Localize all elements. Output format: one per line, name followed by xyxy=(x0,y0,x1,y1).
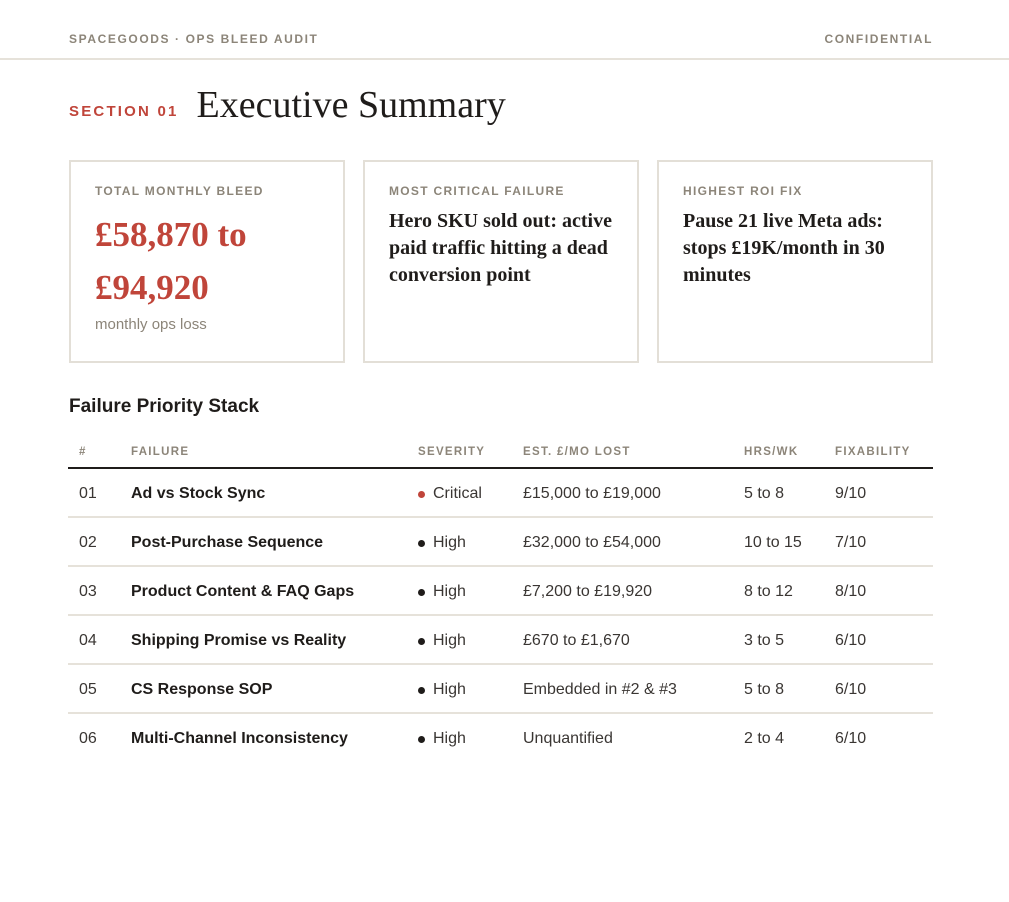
col-header-hrs: HRS/WK xyxy=(744,446,799,458)
table-row xyxy=(68,665,933,714)
row-number: 06 xyxy=(79,730,97,747)
row-severity xyxy=(418,681,466,699)
card-body: Pause 21 live Meta ads: stops £19K/month in 30 minutes xyxy=(683,210,885,286)
section-heading xyxy=(69,80,506,130)
card-critical-failure xyxy=(363,160,639,363)
severity-label: High xyxy=(433,681,466,698)
severity-label: High xyxy=(433,583,466,600)
summary-cards xyxy=(69,160,934,363)
severity-dot-icon xyxy=(418,589,425,596)
severity-dot-icon xyxy=(418,491,425,498)
row-severity xyxy=(418,534,466,552)
severity-label: High xyxy=(433,534,466,551)
row-fixability: 6/10 xyxy=(835,632,867,649)
row-number: 01 xyxy=(79,485,97,502)
row-failure: Shipping Promise vs Reality xyxy=(131,632,347,649)
table-row xyxy=(68,616,933,665)
row-failure: Ad vs Stock Sync xyxy=(131,485,266,502)
card-highest-roi xyxy=(657,160,933,363)
row-failure: CS Response SOP xyxy=(131,681,273,698)
severity-label: High xyxy=(433,730,466,747)
row-failure: Multi-Channel Inconsistency xyxy=(131,730,348,747)
col-header-lost: EST. £/MO LOST xyxy=(523,446,631,458)
bleed-value-line-1: £58,870 to xyxy=(95,215,247,254)
row-hrs: 5 to 8 xyxy=(744,681,785,698)
brand-title: SPACEGOODS · OPS BLEED AUDIT xyxy=(69,32,319,46)
failure-table xyxy=(68,436,933,763)
row-fixability: 7/10 xyxy=(835,534,867,551)
row-number: 02 xyxy=(79,534,97,551)
row-number: 04 xyxy=(79,632,97,649)
row-severity xyxy=(418,632,466,650)
section-label: SECTION 01 xyxy=(69,102,179,120)
row-hrs: 3 to 5 xyxy=(744,632,785,649)
col-header-failure: FAILURE xyxy=(131,446,190,458)
table-row xyxy=(68,518,933,567)
card-label: HIGHEST ROI FIX xyxy=(683,184,803,198)
card-total-bleed xyxy=(69,160,345,363)
row-lost: Embedded in #2 & #3 xyxy=(523,681,677,698)
severity-dot-icon xyxy=(418,687,425,694)
row-fixability: 6/10 xyxy=(835,730,867,747)
row-number: 05 xyxy=(79,681,97,698)
row-fixability: 9/10 xyxy=(835,485,867,502)
row-lost: £7,200 to £19,920 xyxy=(523,583,653,600)
row-fixability: 6/10 xyxy=(835,681,867,698)
row-failure: Post-Purchase Sequence xyxy=(131,534,324,551)
confidential-label: CONFIDENTIAL xyxy=(824,32,933,46)
row-hrs: 8 to 12 xyxy=(744,583,793,600)
severity-label: High xyxy=(433,632,466,649)
row-severity xyxy=(418,583,466,601)
stack-title: Failure Priority Stack xyxy=(69,396,260,417)
col-header-fixability: FIXABILITY xyxy=(835,446,911,458)
row-lost: £670 to £1,670 xyxy=(523,632,630,649)
row-hrs: 5 to 8 xyxy=(744,485,785,502)
row-failure: Product Content & FAQ Gaps xyxy=(131,583,355,600)
severity-dot-icon xyxy=(418,540,425,547)
row-lost: £32,000 to £54,000 xyxy=(523,534,661,551)
card-body: Hero SKU sold out: active paid traffic hitting a dead conversion point xyxy=(389,210,612,286)
table-header xyxy=(68,436,933,469)
col-header-severity: SEVERITY xyxy=(418,446,486,458)
row-lost: Unquantified xyxy=(523,730,613,747)
table-row xyxy=(68,469,933,518)
row-hrs: 2 to 4 xyxy=(744,730,785,747)
row-lost: £15,000 to £19,000 xyxy=(523,485,661,502)
severity-dot-icon xyxy=(418,736,425,743)
table-row xyxy=(68,714,933,763)
card-subtext: monthly ops loss xyxy=(95,316,207,333)
document-header xyxy=(0,0,1009,60)
table-row xyxy=(68,567,933,616)
severity-label: Critical xyxy=(433,485,482,502)
row-fixability: 8/10 xyxy=(835,583,867,600)
card-label: TOTAL MONTHLY BLEED xyxy=(95,184,264,198)
card-label: MOST CRITICAL FAILURE xyxy=(389,184,565,198)
row-severity xyxy=(418,485,482,503)
row-hrs: 10 to 15 xyxy=(744,534,802,551)
page-title: Executive Summary xyxy=(196,84,506,126)
col-header-num: # xyxy=(79,446,87,458)
severity-dot-icon xyxy=(418,638,425,645)
row-severity xyxy=(418,730,466,748)
bleed-value-line-2: £94,920 xyxy=(95,268,209,307)
row-number: 03 xyxy=(79,583,97,600)
